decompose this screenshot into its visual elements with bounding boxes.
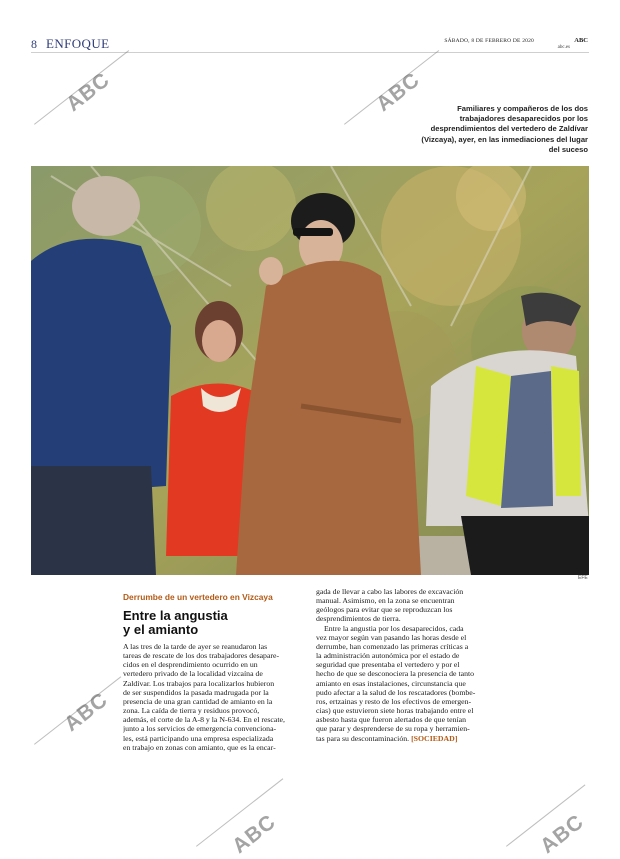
article-kicker: Derrumbe de un vertedero en Vizcaya: [123, 592, 273, 602]
watermark-logo: ABC: [60, 688, 113, 737]
text-line: pudo afectar a la salud de los rescatadores (bombe-: [316, 687, 476, 697]
text-line: de ser suspendidos la pasada madrugada por la: [123, 687, 269, 697]
text-line: manual. Asimismo, en la zona se encuentran: [316, 596, 455, 606]
text-line: les, está participando una empresa especializada: [123, 733, 274, 743]
photo-credit: EFE: [578, 575, 588, 581]
text-line: cidos en el desprendimiento ocurrido en un: [123, 660, 258, 670]
header-rule: [31, 52, 589, 53]
text-line: vertedero privado de la localidad vizcaína de: [123, 669, 263, 679]
text-line: que parar y desprenderse de su ropa y herramien-: [316, 724, 470, 734]
text-line: Entre la angustia por los desaparecidos, cada: [324, 623, 464, 633]
text-line: la administración autonómica por el estado de: [316, 651, 460, 661]
text-line: zona. La caída de tierra y residuos provocó,: [123, 706, 260, 716]
text-line: además, el corte de la A-8 y la N-634. En el rescate,: [123, 715, 285, 725]
text-line: Zaldívar. Los trabajos para localizarlos hubieron: [123, 678, 275, 688]
article-headline: [123, 609, 313, 637]
headline-line: y el amianto: [123, 622, 199, 637]
header-url: abc.es: [557, 45, 570, 50]
text-line: desprendimientos de tierra.: [316, 614, 401, 624]
text-line: vez mayor según van pasando las horas desde el: [316, 632, 467, 642]
photo-caption: Familiares y compañeros de los dos trabajadores desaparecidos por los desprendimientos del vertedero de Zaldívar (Vizcaya), ayer, en las inmediaciones del lugar del suceso: [421, 104, 588, 154]
text-line: gada de llevar a cabo las labores de excavación: [316, 587, 464, 596]
photo-illustration: [31, 166, 589, 575]
watermark-logo: ABC: [62, 68, 115, 117]
text-line: tareas de rescate de los dos trabajadores desapare-: [123, 651, 280, 661]
text-line: hecho de que se desconociera la presencia de tanto: [316, 669, 475, 679]
text-line: presencia de una gran cantidad de amianto en la: [123, 696, 273, 706]
text-line: geólogos para evitar que se reproduzcan los: [316, 605, 453, 615]
text-line-content: tas para su descontaminación.: [316, 733, 410, 743]
headline-line: Entre la angustia: [123, 608, 228, 623]
text-line: en trabajo en zonas con amianto, que es la encar-: [123, 742, 276, 752]
text-line: cias) que estuvieron siete horas trabajando entre el: [316, 706, 474, 716]
watermark-logo: ABC: [536, 810, 589, 859]
text-line: amianto en esas instalaciones, circunstancia que: [316, 678, 466, 688]
section-tag: [SOCIEDAD]: [411, 733, 458, 743]
text-line: junto a los servicios de emergencia convenciona-: [123, 724, 277, 734]
page-number: 8: [31, 37, 37, 51]
watermark-logo: ABC: [228, 810, 281, 859]
text-line: asbesto hasta que fueron alertados de que tenían: [316, 715, 467, 725]
header-brand: ABC: [574, 37, 588, 44]
header-date: SÁBADO, 8 DE FEBRERO DE 2020: [444, 38, 534, 44]
article-column-1: [123, 642, 307, 752]
text-line: ros, ertzainas y resto de los efectivos de emergen-: [316, 696, 472, 706]
watermark-logo: ABC: [372, 68, 425, 117]
news-photo: [31, 166, 589, 575]
text-line: A las tres de la tarde de ayer se reanudaron las: [123, 642, 268, 651]
article-column-2: [316, 587, 501, 743]
text-line: seguridad que presentaba el vertedero y por el: [316, 660, 460, 670]
text-line: [316, 734, 501, 743]
section-name: ENFOQUE: [46, 36, 110, 51]
text-line: derrumbe, han comenzado las primeras críticas a: [316, 641, 469, 651]
